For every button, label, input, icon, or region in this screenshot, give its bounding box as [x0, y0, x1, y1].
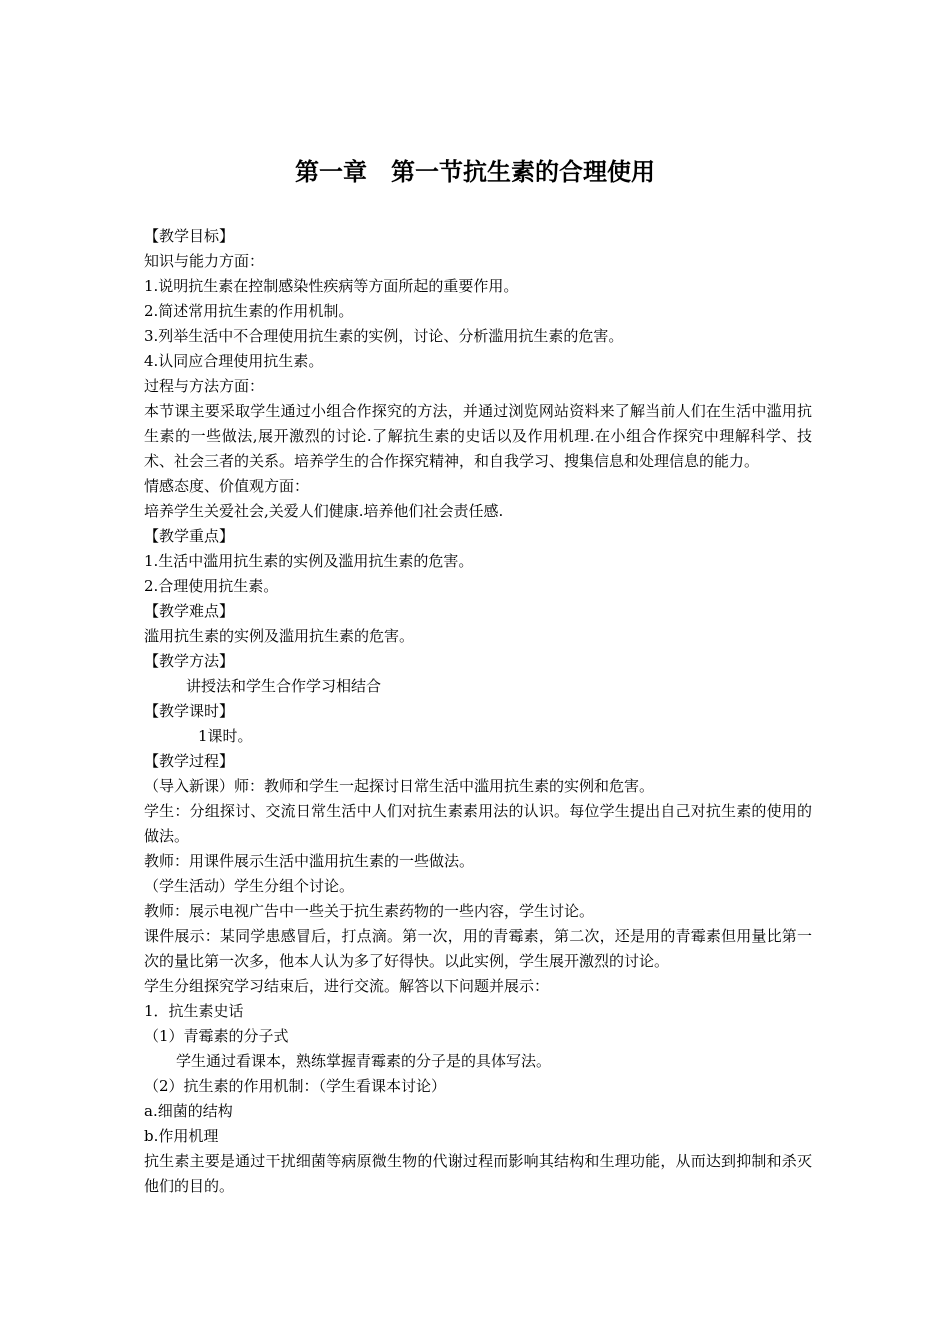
difficulty-text: 滥用抗生素的实例及滥用抗生素的危害。	[144, 627, 415, 645]
mechanism-a: a.细菌的结构	[144, 1102, 233, 1120]
heading-difficulties: 【教学难点】	[144, 602, 235, 620]
methods-text: 讲授法和学生合作学习相结合	[186, 677, 382, 695]
subheading-process: 过程与方法方面：	[144, 377, 265, 395]
courseware-case: 课件展示：某同学患感冒后，打点滴。第一次，用的青霉素，第二次，还是用的青霉素但用量比第一次的量比第一次多，他本人认为多了好得快。以此实例，学生展开激烈的讨论。	[144, 927, 812, 970]
process-intro: （导入新课）师：教师和学生一起探讨日常生活中滥用抗生素的实例和危害。	[144, 777, 655, 795]
group-exchange: 学生分组探究学习结束后，进行交流。解答以下问题并展示：	[144, 977, 550, 995]
heading-key-points: 【教学重点】	[144, 527, 235, 545]
item-penicillin-formula: （1）青霉素的分子式	[144, 1027, 289, 1045]
subheading-knowledge: 知识与能力方面：	[144, 252, 265, 270]
mechanism-paragraph: 抗生素主要是通过干扰细菌等病原微生物的代谢过程而影响其结构和生理功能，从而达到抑制和杀灭他们的目的。	[144, 1152, 812, 1195]
mechanism-b: b.作用机理	[144, 1127, 219, 1145]
attitude-paragraph: 培养学生关爱社会,关爱人们健康.培养他们社会责任感.	[144, 502, 504, 520]
heading-methods: 【教学方法】	[144, 652, 235, 670]
teacher-tv-ads: 教师：展示电视广告中一些关于抗生素药物的一些内容，学生讨论。	[144, 902, 595, 920]
key-point-1: 1.生活中滥用抗生素的实例及滥用抗生素的危害。	[144, 552, 474, 570]
class-hours-text: 1课时。	[198, 727, 253, 745]
heading-process-steps: 【教学过程】	[144, 752, 235, 770]
objective-item-1: 1.说明抗生素在控制感染性疾病等方面所起的重要作用。	[144, 277, 519, 295]
document-title: 第一章 第一节抗生素的合理使用	[295, 158, 655, 186]
heading-class-hours: 【教学课时】	[144, 702, 235, 720]
document-body	[144, 224, 812, 1199]
item-mechanism: （2）抗生素的作用机制：（学生看课本讨论）	[144, 1077, 447, 1095]
heading-objectives: 【教学目标】	[144, 227, 235, 245]
subheading-attitude: 情感态度、价值观方面：	[144, 477, 310, 495]
process-paragraph: 本节课主要采取学生通过小组合作探究的方法，并通过浏览网站资料来了解当前人们在生活中滥用抗生素的一些做法,展开激烈的讨论.了解抗生素的史话以及作用机理.在小组合作探究中理解科学、技术、社会三者的关系。培养学生的合作探究精神，和自我学习、搜集信息和处理信息的能力。	[144, 402, 812, 470]
penicillin-formula-text: 学生通过看课本，熟练掌握青霉素的分子是的具体写法。	[176, 1052, 552, 1070]
section-history: 1．抗生素史话	[144, 1002, 244, 1020]
student-activity: （学生活动）学生分组个讨论。	[144, 877, 355, 895]
objective-item-4: 4.认同应合理使用抗生素。	[144, 352, 324, 370]
objective-item-3: 3.列举生活中不合理使用抗生素的实例，讨论、分析滥用抗生素的危害。	[144, 327, 624, 345]
objective-item-2: 2.简述常用抗生素的作用机制。	[144, 302, 354, 320]
teacher-slides: 教师：用课件展示生活中滥用抗生素的一些做法。	[144, 852, 475, 870]
key-point-2: 2.合理使用抗生素。	[144, 577, 279, 595]
student-discussion: 学生：分组探讨、交流日常生活中人们对抗生素素用法的认识。每位学生提出自己对抗生素的使用的做法。	[144, 802, 812, 845]
